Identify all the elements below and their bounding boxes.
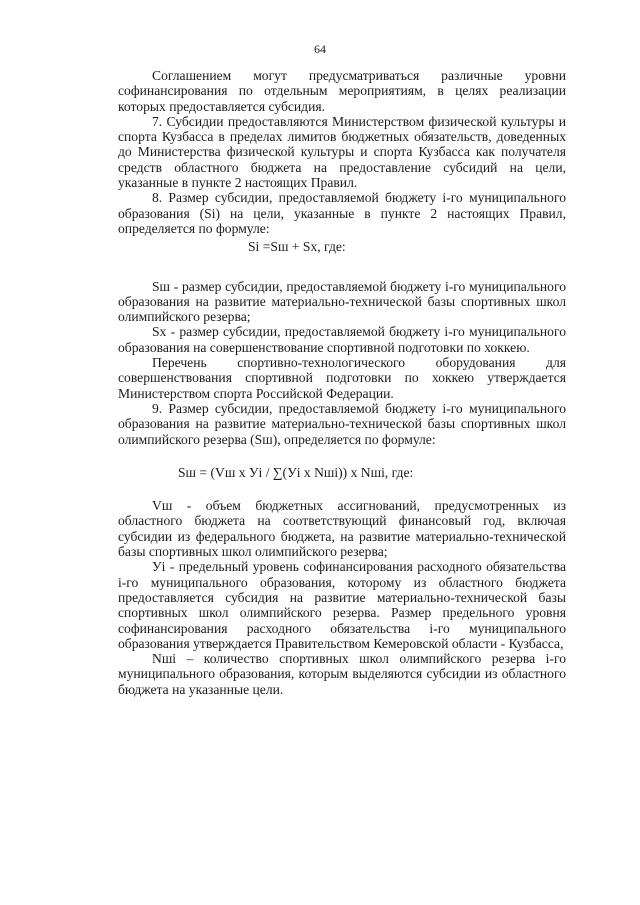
document-body — [118, 68, 566, 697]
formula-sh: Sш = (Vш x Уi / ∑(Уi x Nшi)) x Nшi, где: — [178, 464, 414, 480]
definition-yi: Уi - предельный уровень софинансирования расходного обязательства i-го муниципального образования, которому из областного бюджета предоставляется субсидия на развитие материально-технической базы спортивных школ олимпийского резерва. Размер предельного уровня софинансирования расходного обязательства i-го муниципального образования утверждается Правительством Кемеровской области - Кузбасса, — [118, 559, 566, 651]
definition-sx: Sх - размер субсидии, предоставляемой бюджету i-го муниципального образования на совершенствование спортивной подготовки по хоккею. — [118, 324, 566, 355]
paragraph-9: 9. Размер субсидии, предоставляемой бюджету i-го муниципального образования на развитие материально-технической базы спортивных школ олимпийского резерва (Sш), определяется по формуле: — [118, 400, 566, 447]
paragraph-cofinancing: Соглашением могут предусматриваться различные уровни софинансирования по отдельным мероприятиям, в целях реализации которых предоставляется субсидия. — [118, 68, 566, 114]
paragraph-7: 7. Субсидии предоставляются Министерством физической культуры и спорта Кузбасса в пределах лимитов бюджетных обязательств, доведенных до Министерства физической культуры и спорта Кузбасса как получателя средств областного бюджета на предоставление субсидий на цели, указанные в пункте 2 настоящих Правил. — [118, 113, 566, 191]
definition-vsh: Vш - объем бюджетных ассигнований, предусмотренных из областного бюджета на соответствующий финансовый год, включая субсидии из федерального бюджета, на развитие материально-технической базы спортивных школ олимпийского резерва; — [118, 498, 566, 560]
formula-si: Si =Sш + Sх, где: — [248, 239, 346, 255]
page-number: 64 — [314, 42, 326, 56]
definition-nshi: Nшi – количество спортивных школ олимпийского резерва i-го муниципального образования, которым выделяются субсидии из областного бюджета на указанные цели. — [118, 651, 566, 697]
paragraph-equipment-list: Перечень спортивно-технологического оборудования для совершенствования спортивной подготовки по хоккею утверждается Министерством спорта Российской Федерации. — [118, 355, 566, 401]
definition-sh: Sш - размер субсидии, предоставляемой бюджету i-го муниципального образования на развитие материально-технической базы спортивных школ олимпийского резерва; — [118, 278, 566, 325]
paragraph-8: 8. Размер субсидии, предоставляемой бюджету i-го муниципального образования (Si) на цели, указанные в пункте 2 настоящих Правил, определяется по формуле: — [118, 190, 566, 236]
